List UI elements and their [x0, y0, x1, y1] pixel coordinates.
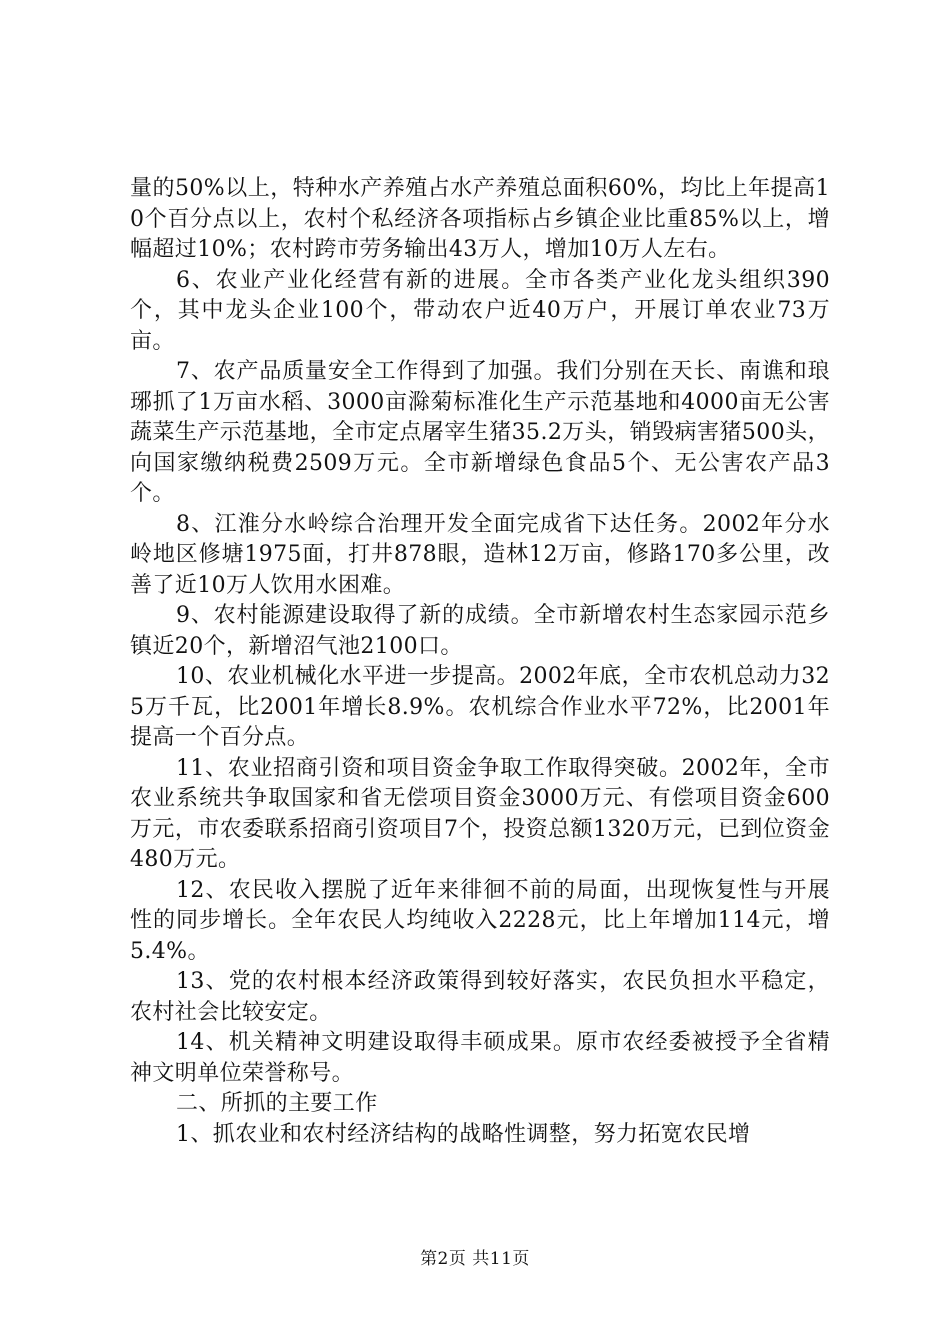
page-number-footer: 第2页 共11页 [420, 1249, 530, 1269]
paragraph-item-9: 9、农村能源建设取得了新的成绩。全市新增农村生态家园示范乡镇近20个，新增沼气池2100口。 [130, 603, 830, 659]
paragraph-item-14: 14、机关精神文明建设取得丰硕成果。原市农经委被授予全省精神文明单位荣誉称号。 [130, 1030, 830, 1086]
section-heading: 二、所抓的主要工作 [176, 1091, 378, 1116]
paragraph-item-12: 12、农民收入摆脱了近年来徘徊不前的局面，出现恢复性与开展性的同步增长。全年农民人均纯收入2228元，比上年增加114元，增5.4%。 [130, 877, 830, 964]
paragraph-item-10: 10、农业机械化水平进一步提高。2002年底，全市农机总动力325万千瓦，比2001年增长8.9%。农机综合作业水平72%，比2001年提高一个百分点。 [130, 664, 830, 750]
paragraph-work-1: 1、抓农业和农村经济结构的战略性调整，努力拓宽农民增 [176, 1121, 751, 1147]
paragraph-item-8: 8、江淮分水岭综合治理开发全面完成省下达任务。2002年分水岭地区修塘1975面，打井878眼，造林12万亩，修路170多公里，改善了近10万人饮用水困难。 [130, 511, 830, 598]
paragraph-item-11: 11、农业招商引资和项目资金争取工作取得突破。2002年，全市农业系统共争取国家和省无偿项目资金3000万元、有偿项目资金600万元，市农委联系招商引资项目7个，投资总额1320万元，已到位资金480万元。 [130, 755, 830, 872]
paragraph-continuation: 量的50%以上，特种水产养殖占水产养殖总面积60%，均比上年提高10个百分点以上，农村个私经济各项指标占乡镇企业比重85%以上，增幅超过10%；农村跨市劳务输出43万人，增加10万人左右。 [130, 176, 830, 262]
paragraph-item-6: 6、农业产业化经营有新的进展。全市各类产业化龙头组织390个，其中龙头企业100个，带动农户近40万户，开展订单农业73万亩。 [130, 267, 830, 354]
paragraph-item-13: 13、党的农村根本经济政策得到较好落实，农民负担水平稳定，农村社会比较安定。 [130, 969, 830, 1025]
document-body [130, 174, 830, 1150]
paragraph-item-7: 7、农产品质量安全工作得到了加强。我们分别在天长、南谯和琅琊抓了1万亩水稻、3000亩滁菊标准化生产示范基地和4000亩无公害蔬菜生产示范基地，全市定点屠宰生猪35.2万头，销毁病害猪500头，向国家缴纳税费2509万元。全市新增绿色食品5个、无公害农产品3个。 [130, 359, 830, 506]
